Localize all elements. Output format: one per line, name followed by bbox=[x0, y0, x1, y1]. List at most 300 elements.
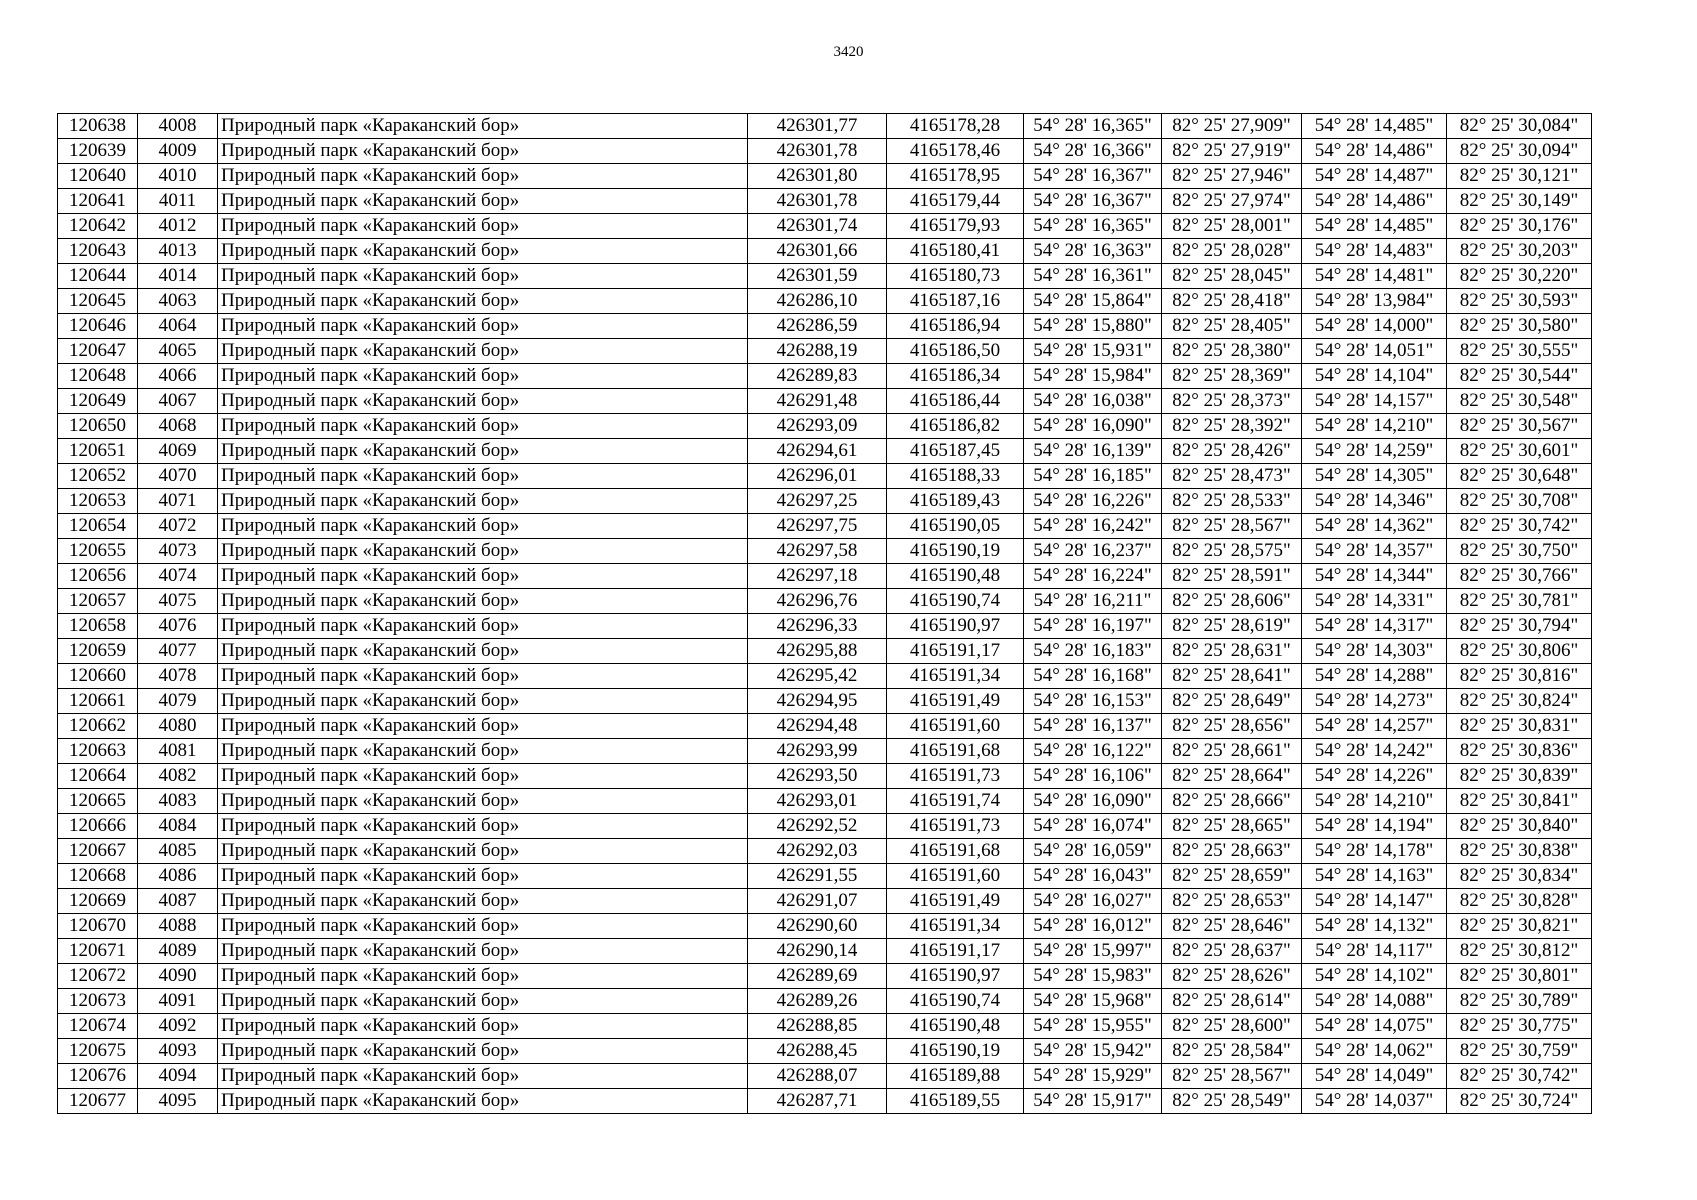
latitude-2-cell: 54° 28' 14,049" bbox=[1302, 1064, 1447, 1089]
point-number-cell: 4072 bbox=[138, 514, 218, 539]
table-row bbox=[58, 1064, 1592, 1089]
latitude-1-cell: 54° 28' 15,997" bbox=[1024, 939, 1162, 964]
x-coordinate-cell: 426301,78 bbox=[748, 139, 887, 164]
y-coordinate-cell: 4165189,55 bbox=[887, 1089, 1024, 1114]
point-number-cell: 4082 bbox=[138, 764, 218, 789]
y-coordinate-cell: 4165191,49 bbox=[887, 889, 1024, 914]
record-id-cell: 120658 bbox=[58, 614, 138, 639]
y-coordinate-cell: 4165187,16 bbox=[887, 289, 1024, 314]
latitude-2-cell: 54° 28' 14,226" bbox=[1302, 764, 1447, 789]
record-id-cell: 120641 bbox=[58, 189, 138, 214]
x-coordinate-cell: 426293,09 bbox=[748, 414, 887, 439]
point-number-cell: 4073 bbox=[138, 539, 218, 564]
y-coordinate-cell: 4165191,73 bbox=[887, 764, 1024, 789]
y-coordinate-cell: 4165190,97 bbox=[887, 964, 1024, 989]
latitude-1-cell: 54° 28' 16,363" bbox=[1024, 239, 1162, 264]
record-id-cell: 120644 bbox=[58, 264, 138, 289]
table-row bbox=[58, 839, 1592, 864]
longitude-1-cell: 82° 25' 28,533" bbox=[1162, 489, 1302, 514]
latitude-2-cell: 54° 28' 14,346" bbox=[1302, 489, 1447, 514]
longitude-1-cell: 82° 25' 28,600" bbox=[1162, 1014, 1302, 1039]
object-name-cell: Природный парк «Караканский бор» bbox=[218, 414, 748, 439]
point-number-cell: 4090 bbox=[138, 964, 218, 989]
longitude-2-cell: 82° 25' 30,548" bbox=[1447, 389, 1592, 414]
point-number-cell: 4087 bbox=[138, 889, 218, 914]
x-coordinate-cell: 426289,69 bbox=[748, 964, 887, 989]
y-coordinate-cell: 4165180,73 bbox=[887, 264, 1024, 289]
object-name-cell: Природный парк «Караканский бор» bbox=[218, 164, 748, 189]
longitude-2-cell: 82° 25' 30,828" bbox=[1447, 889, 1592, 914]
latitude-1-cell: 54° 28' 16,197" bbox=[1024, 614, 1162, 639]
longitude-2-cell: 82° 25' 30,708" bbox=[1447, 489, 1592, 514]
latitude-1-cell: 54° 28' 16,074" bbox=[1024, 814, 1162, 839]
point-number-cell: 4074 bbox=[138, 564, 218, 589]
latitude-2-cell: 54° 28' 14,481" bbox=[1302, 264, 1447, 289]
x-coordinate-cell: 426290,14 bbox=[748, 939, 887, 964]
x-coordinate-cell: 426301,74 bbox=[748, 214, 887, 239]
object-name-cell: Природный парк «Караканский бор» bbox=[218, 564, 748, 589]
y-coordinate-cell: 4165191,60 bbox=[887, 714, 1024, 739]
longitude-2-cell: 82° 25' 30,203" bbox=[1447, 239, 1592, 264]
record-id-cell: 120673 bbox=[58, 989, 138, 1014]
latitude-1-cell: 54° 28' 15,880" bbox=[1024, 314, 1162, 339]
object-name-cell: Природный парк «Караканский бор» bbox=[218, 114, 748, 139]
record-id-cell: 120671 bbox=[58, 939, 138, 964]
table-body bbox=[58, 114, 1592, 1114]
x-coordinate-cell: 426294,95 bbox=[748, 689, 887, 714]
y-coordinate-cell: 4165191,34 bbox=[887, 914, 1024, 939]
object-name-cell: Природный парк «Караканский бор» bbox=[218, 964, 748, 989]
longitude-1-cell: 82° 25' 28,606" bbox=[1162, 589, 1302, 614]
latitude-2-cell: 54° 28' 14,257" bbox=[1302, 714, 1447, 739]
table-row bbox=[58, 689, 1592, 714]
table-row bbox=[58, 964, 1592, 989]
latitude-2-cell: 54° 28' 14,163" bbox=[1302, 864, 1447, 889]
table-row bbox=[58, 764, 1592, 789]
latitude-1-cell: 54° 28' 16,211" bbox=[1024, 589, 1162, 614]
y-coordinate-cell: 4165179,44 bbox=[887, 189, 1024, 214]
point-number-cell: 4008 bbox=[138, 114, 218, 139]
latitude-2-cell: 54° 28' 14,357" bbox=[1302, 539, 1447, 564]
y-coordinate-cell: 4165178,46 bbox=[887, 139, 1024, 164]
latitude-2-cell: 54° 28' 14,273" bbox=[1302, 689, 1447, 714]
record-id-cell: 120647 bbox=[58, 339, 138, 364]
latitude-2-cell: 54° 28' 14,303" bbox=[1302, 639, 1447, 664]
y-coordinate-cell: 4165187,45 bbox=[887, 439, 1024, 464]
y-coordinate-cell: 4165188,33 bbox=[887, 464, 1024, 489]
longitude-1-cell: 82° 25' 27,946" bbox=[1162, 164, 1302, 189]
table-row bbox=[58, 314, 1592, 339]
longitude-1-cell: 82° 25' 28,575" bbox=[1162, 539, 1302, 564]
table-row bbox=[58, 439, 1592, 464]
point-number-cell: 4069 bbox=[138, 439, 218, 464]
point-number-cell: 4065 bbox=[138, 339, 218, 364]
object-name-cell: Природный парк «Караканский бор» bbox=[218, 639, 748, 664]
y-coordinate-cell: 4165186,44 bbox=[887, 389, 1024, 414]
longitude-2-cell: 82° 25' 30,836" bbox=[1447, 739, 1592, 764]
table-row bbox=[58, 864, 1592, 889]
longitude-1-cell: 82° 25' 28,405" bbox=[1162, 314, 1302, 339]
x-coordinate-cell: 426296,01 bbox=[748, 464, 887, 489]
x-coordinate-cell: 426296,33 bbox=[748, 614, 887, 639]
object-name-cell: Природный парк «Караканский бор» bbox=[218, 664, 748, 689]
y-coordinate-cell: 4165190,48 bbox=[887, 564, 1024, 589]
longitude-2-cell: 82° 25' 30,759" bbox=[1447, 1039, 1592, 1064]
latitude-2-cell: 54° 28' 14,132" bbox=[1302, 914, 1447, 939]
object-name-cell: Природный парк «Караканский бор» bbox=[218, 339, 748, 364]
y-coordinate-cell: 4165190,05 bbox=[887, 514, 1024, 539]
latitude-1-cell: 54° 28' 16,059" bbox=[1024, 839, 1162, 864]
longitude-1-cell: 82° 25' 28,392" bbox=[1162, 414, 1302, 439]
object-name-cell: Природный парк «Караканский бор» bbox=[218, 1039, 748, 1064]
table-row bbox=[58, 614, 1592, 639]
longitude-1-cell: 82° 25' 27,974" bbox=[1162, 189, 1302, 214]
latitude-1-cell: 54° 28' 16,224" bbox=[1024, 564, 1162, 589]
table-row bbox=[58, 339, 1592, 364]
latitude-1-cell: 54° 28' 16,168" bbox=[1024, 664, 1162, 689]
y-coordinate-cell: 4165190,74 bbox=[887, 589, 1024, 614]
record-id-cell: 120654 bbox=[58, 514, 138, 539]
latitude-1-cell: 54° 28' 16,237" bbox=[1024, 539, 1162, 564]
y-coordinate-cell: 4165180,41 bbox=[887, 239, 1024, 264]
longitude-2-cell: 82° 25' 30,544" bbox=[1447, 364, 1592, 389]
longitude-2-cell: 82° 25' 30,648" bbox=[1447, 464, 1592, 489]
point-number-cell: 4068 bbox=[138, 414, 218, 439]
longitude-1-cell: 82° 25' 27,909" bbox=[1162, 114, 1302, 139]
object-name-cell: Природный парк «Караканский бор» bbox=[218, 439, 748, 464]
object-name-cell: Природный парк «Караканский бор» bbox=[218, 314, 748, 339]
object-name-cell: Природный парк «Караканский бор» bbox=[218, 764, 748, 789]
longitude-1-cell: 82° 25' 28,665" bbox=[1162, 814, 1302, 839]
latitude-1-cell: 54° 28' 16,185" bbox=[1024, 464, 1162, 489]
x-coordinate-cell: 426293,50 bbox=[748, 764, 887, 789]
point-number-cell: 4063 bbox=[138, 289, 218, 314]
object-name-cell: Природный парк «Караканский бор» bbox=[218, 239, 748, 264]
table-row bbox=[58, 114, 1592, 139]
table-row bbox=[58, 514, 1592, 539]
record-id-cell: 120667 bbox=[58, 839, 138, 864]
latitude-1-cell: 54° 28' 16,153" bbox=[1024, 689, 1162, 714]
longitude-1-cell: 82° 25' 28,369" bbox=[1162, 364, 1302, 389]
x-coordinate-cell: 426288,19 bbox=[748, 339, 887, 364]
longitude-2-cell: 82° 25' 30,742" bbox=[1447, 514, 1592, 539]
table-row bbox=[58, 1014, 1592, 1039]
longitude-1-cell: 82° 25' 28,418" bbox=[1162, 289, 1302, 314]
y-coordinate-cell: 4165191,17 bbox=[887, 639, 1024, 664]
latitude-1-cell: 54° 28' 16,106" bbox=[1024, 764, 1162, 789]
point-number-cell: 4012 bbox=[138, 214, 218, 239]
record-id-cell: 120662 bbox=[58, 714, 138, 739]
longitude-1-cell: 82° 25' 28,001" bbox=[1162, 214, 1302, 239]
table-row bbox=[58, 239, 1592, 264]
point-number-cell: 4093 bbox=[138, 1039, 218, 1064]
latitude-2-cell: 54° 28' 14,362" bbox=[1302, 514, 1447, 539]
longitude-2-cell: 82° 25' 30,801" bbox=[1447, 964, 1592, 989]
latitude-1-cell: 54° 28' 16,226" bbox=[1024, 489, 1162, 514]
longitude-2-cell: 82° 25' 30,812" bbox=[1447, 939, 1592, 964]
latitude-2-cell: 54° 28' 14,088" bbox=[1302, 989, 1447, 1014]
longitude-2-cell: 82° 25' 30,775" bbox=[1447, 1014, 1592, 1039]
table-row bbox=[58, 564, 1592, 589]
y-coordinate-cell: 4165190,97 bbox=[887, 614, 1024, 639]
longitude-2-cell: 82° 25' 30,149" bbox=[1447, 189, 1592, 214]
latitude-2-cell: 54° 28' 14,178" bbox=[1302, 839, 1447, 864]
latitude-2-cell: 54° 28' 14,242" bbox=[1302, 739, 1447, 764]
record-id-cell: 120651 bbox=[58, 439, 138, 464]
y-coordinate-cell: 4165190,74 bbox=[887, 989, 1024, 1014]
x-coordinate-cell: 426287,71 bbox=[748, 1089, 887, 1114]
y-coordinate-cell: 4165191,68 bbox=[887, 739, 1024, 764]
point-number-cell: 4083 bbox=[138, 789, 218, 814]
longitude-2-cell: 82° 25' 30,766" bbox=[1447, 564, 1592, 589]
table-row bbox=[58, 414, 1592, 439]
longitude-2-cell: 82° 25' 30,555" bbox=[1447, 339, 1592, 364]
longitude-2-cell: 82° 25' 30,121" bbox=[1447, 164, 1592, 189]
x-coordinate-cell: 426301,78 bbox=[748, 189, 887, 214]
record-id-cell: 120676 bbox=[58, 1064, 138, 1089]
table-row bbox=[58, 789, 1592, 814]
latitude-1-cell: 54° 28' 16,090" bbox=[1024, 414, 1162, 439]
table-row bbox=[58, 639, 1592, 664]
coordinates-table bbox=[57, 113, 1592, 1114]
object-name-cell: Природный парк «Караканский бор» bbox=[218, 389, 748, 414]
point-number-cell: 4009 bbox=[138, 139, 218, 164]
latitude-1-cell: 54° 28' 16,367" bbox=[1024, 164, 1162, 189]
object-name-cell: Природный парк «Караканский бор» bbox=[218, 1014, 748, 1039]
longitude-1-cell: 82° 25' 28,646" bbox=[1162, 914, 1302, 939]
latitude-2-cell: 54° 28' 14,051" bbox=[1302, 339, 1447, 364]
table-row bbox=[58, 989, 1592, 1014]
table-row bbox=[58, 589, 1592, 614]
latitude-1-cell: 54° 28' 16,366" bbox=[1024, 139, 1162, 164]
object-name-cell: Природный парк «Караканский бор» bbox=[218, 689, 748, 714]
point-number-cell: 4010 bbox=[138, 164, 218, 189]
object-name-cell: Природный парк «Караканский бор» bbox=[218, 889, 748, 914]
point-number-cell: 4078 bbox=[138, 664, 218, 689]
x-coordinate-cell: 426294,61 bbox=[748, 439, 887, 464]
longitude-2-cell: 82° 25' 30,840" bbox=[1447, 814, 1592, 839]
record-id-cell: 120660 bbox=[58, 664, 138, 689]
latitude-2-cell: 54° 28' 14,486" bbox=[1302, 189, 1447, 214]
x-coordinate-cell: 426293,99 bbox=[748, 739, 887, 764]
record-id-cell: 120642 bbox=[58, 214, 138, 239]
longitude-1-cell: 82° 25' 28,584" bbox=[1162, 1039, 1302, 1064]
record-id-cell: 120663 bbox=[58, 739, 138, 764]
table-row bbox=[58, 264, 1592, 289]
latitude-2-cell: 54° 28' 14,157" bbox=[1302, 389, 1447, 414]
y-coordinate-cell: 4165186,82 bbox=[887, 414, 1024, 439]
latitude-2-cell: 54° 28' 13,984" bbox=[1302, 289, 1447, 314]
record-id-cell: 120652 bbox=[58, 464, 138, 489]
table-row bbox=[58, 539, 1592, 564]
x-coordinate-cell: 426292,52 bbox=[748, 814, 887, 839]
y-coordinate-cell: 4165190,19 bbox=[887, 1039, 1024, 1064]
table-row bbox=[58, 914, 1592, 939]
record-id-cell: 120645 bbox=[58, 289, 138, 314]
record-id-cell: 120646 bbox=[58, 314, 138, 339]
latitude-1-cell: 54° 28' 15,968" bbox=[1024, 989, 1162, 1014]
longitude-2-cell: 82° 25' 30,094" bbox=[1447, 139, 1592, 164]
longitude-1-cell: 82° 25' 28,591" bbox=[1162, 564, 1302, 589]
x-coordinate-cell: 426297,58 bbox=[748, 539, 887, 564]
record-id-cell: 120638 bbox=[58, 114, 138, 139]
record-id-cell: 120669 bbox=[58, 889, 138, 914]
point-number-cell: 4085 bbox=[138, 839, 218, 864]
longitude-1-cell: 82° 25' 28,549" bbox=[1162, 1089, 1302, 1114]
latitude-2-cell: 54° 28' 14,317" bbox=[1302, 614, 1447, 639]
y-coordinate-cell: 4165186,34 bbox=[887, 364, 1024, 389]
y-coordinate-cell: 4165178,28 bbox=[887, 114, 1024, 139]
latitude-2-cell: 54° 28' 14,210" bbox=[1302, 789, 1447, 814]
latitude-1-cell: 54° 28' 16,183" bbox=[1024, 639, 1162, 664]
table-row bbox=[58, 664, 1592, 689]
x-coordinate-cell: 426291,48 bbox=[748, 389, 887, 414]
record-id-cell: 120656 bbox=[58, 564, 138, 589]
object-name-cell: Природный парк «Караканский бор» bbox=[218, 364, 748, 389]
latitude-1-cell: 54° 28' 16,122" bbox=[1024, 739, 1162, 764]
longitude-2-cell: 82° 25' 30,824" bbox=[1447, 689, 1592, 714]
record-id-cell: 120665 bbox=[58, 789, 138, 814]
longitude-2-cell: 82° 25' 30,839" bbox=[1447, 764, 1592, 789]
point-number-cell: 4013 bbox=[138, 239, 218, 264]
latitude-1-cell: 54° 28' 15,931" bbox=[1024, 339, 1162, 364]
record-id-cell: 120672 bbox=[58, 964, 138, 989]
longitude-2-cell: 82° 25' 30,781" bbox=[1447, 589, 1592, 614]
longitude-1-cell: 82° 25' 28,666" bbox=[1162, 789, 1302, 814]
longitude-2-cell: 82° 25' 30,831" bbox=[1447, 714, 1592, 739]
longitude-2-cell: 82° 25' 30,841" bbox=[1447, 789, 1592, 814]
table-row bbox=[58, 939, 1592, 964]
latitude-2-cell: 54° 28' 14,487" bbox=[1302, 164, 1447, 189]
object-name-cell: Природный парк «Караканский бор» bbox=[218, 814, 748, 839]
object-name-cell: Природный парк «Караканский бор» bbox=[218, 264, 748, 289]
latitude-1-cell: 54° 28' 16,043" bbox=[1024, 864, 1162, 889]
point-number-cell: 4071 bbox=[138, 489, 218, 514]
latitude-1-cell: 54° 28' 16,027" bbox=[1024, 889, 1162, 914]
record-id-cell: 120670 bbox=[58, 914, 138, 939]
longitude-1-cell: 82° 25' 28,661" bbox=[1162, 739, 1302, 764]
object-name-cell: Природный парк «Караканский бор» bbox=[218, 589, 748, 614]
object-name-cell: Природный парк «Караканский бор» bbox=[218, 539, 748, 564]
x-coordinate-cell: 426288,85 bbox=[748, 1014, 887, 1039]
point-number-cell: 4089 bbox=[138, 939, 218, 964]
object-name-cell: Природный парк «Караканский бор» bbox=[218, 989, 748, 1014]
point-number-cell: 4080 bbox=[138, 714, 218, 739]
table-row bbox=[58, 489, 1592, 514]
record-id-cell: 120674 bbox=[58, 1014, 138, 1039]
x-coordinate-cell: 426288,45 bbox=[748, 1039, 887, 1064]
object-name-cell: Природный парк «Караканский бор» bbox=[218, 914, 748, 939]
x-coordinate-cell: 426301,80 bbox=[748, 164, 887, 189]
longitude-2-cell: 82° 25' 30,742" bbox=[1447, 1064, 1592, 1089]
latitude-2-cell: 54° 28' 14,062" bbox=[1302, 1039, 1447, 1064]
x-coordinate-cell: 426295,88 bbox=[748, 639, 887, 664]
x-coordinate-cell: 426293,01 bbox=[748, 789, 887, 814]
longitude-1-cell: 82° 25' 28,626" bbox=[1162, 964, 1302, 989]
object-name-cell: Природный парк «Караканский бор» bbox=[218, 939, 748, 964]
longitude-1-cell: 82° 25' 28,664" bbox=[1162, 764, 1302, 789]
longitude-2-cell: 82° 25' 30,176" bbox=[1447, 214, 1592, 239]
point-number-cell: 4070 bbox=[138, 464, 218, 489]
longitude-1-cell: 82° 25' 28,045" bbox=[1162, 264, 1302, 289]
page-number: 3420 bbox=[833, 44, 864, 60]
record-id-cell: 120648 bbox=[58, 364, 138, 389]
latitude-1-cell: 54° 28' 15,983" bbox=[1024, 964, 1162, 989]
point-number-cell: 4076 bbox=[138, 614, 218, 639]
longitude-1-cell: 82° 25' 28,380" bbox=[1162, 339, 1302, 364]
latitude-2-cell: 54° 28' 14,075" bbox=[1302, 1014, 1447, 1039]
y-coordinate-cell: 4165191,68 bbox=[887, 839, 1024, 864]
x-coordinate-cell: 426288,07 bbox=[748, 1064, 887, 1089]
longitude-1-cell: 82° 25' 28,653" bbox=[1162, 889, 1302, 914]
latitude-2-cell: 54° 28' 14,037" bbox=[1302, 1089, 1447, 1114]
x-coordinate-cell: 426295,42 bbox=[748, 664, 887, 689]
point-number-cell: 4095 bbox=[138, 1089, 218, 1114]
longitude-1-cell: 82° 25' 28,619" bbox=[1162, 614, 1302, 639]
record-id-cell: 120661 bbox=[58, 689, 138, 714]
point-number-cell: 4064 bbox=[138, 314, 218, 339]
longitude-2-cell: 82° 25' 30,593" bbox=[1447, 289, 1592, 314]
longitude-2-cell: 82° 25' 30,834" bbox=[1447, 864, 1592, 889]
longitude-1-cell: 82° 25' 28,373" bbox=[1162, 389, 1302, 414]
latitude-1-cell: 54° 28' 15,864" bbox=[1024, 289, 1162, 314]
point-number-cell: 4084 bbox=[138, 814, 218, 839]
x-coordinate-cell: 426290,60 bbox=[748, 914, 887, 939]
record-id-cell: 120655 bbox=[58, 539, 138, 564]
table-row bbox=[58, 814, 1592, 839]
object-name-cell: Природный парк «Караканский бор» bbox=[218, 514, 748, 539]
longitude-2-cell: 82° 25' 30,220" bbox=[1447, 264, 1592, 289]
latitude-2-cell: 54° 28' 14,102" bbox=[1302, 964, 1447, 989]
object-name-cell: Природный парк «Караканский бор» bbox=[218, 614, 748, 639]
table-row bbox=[58, 214, 1592, 239]
table-row bbox=[58, 464, 1592, 489]
latitude-2-cell: 54° 28' 14,486" bbox=[1302, 139, 1447, 164]
y-coordinate-cell: 4165191,49 bbox=[887, 689, 1024, 714]
latitude-2-cell: 54° 28' 14,485" bbox=[1302, 114, 1447, 139]
latitude-1-cell: 54° 28' 16,242" bbox=[1024, 514, 1162, 539]
longitude-2-cell: 82° 25' 30,794" bbox=[1447, 614, 1592, 639]
longitude-1-cell: 82° 25' 28,614" bbox=[1162, 989, 1302, 1014]
object-name-cell: Природный парк «Караканский бор» bbox=[218, 489, 748, 514]
longitude-2-cell: 82° 25' 30,821" bbox=[1447, 914, 1592, 939]
longitude-2-cell: 82° 25' 30,580" bbox=[1447, 314, 1592, 339]
point-number-cell: 4075 bbox=[138, 589, 218, 614]
x-coordinate-cell: 426301,77 bbox=[748, 114, 887, 139]
x-coordinate-cell: 426297,18 bbox=[748, 564, 887, 589]
longitude-2-cell: 82° 25' 30,567" bbox=[1447, 414, 1592, 439]
object-name-cell: Природный парк «Караканский бор» bbox=[218, 1089, 748, 1114]
latitude-2-cell: 54° 28' 14,259" bbox=[1302, 439, 1447, 464]
longitude-1-cell: 82° 25' 28,567" bbox=[1162, 1064, 1302, 1089]
y-coordinate-cell: 4165186,50 bbox=[887, 339, 1024, 364]
record-id-cell: 120639 bbox=[58, 139, 138, 164]
point-number-cell: 4091 bbox=[138, 989, 218, 1014]
latitude-2-cell: 54° 28' 14,147" bbox=[1302, 889, 1447, 914]
record-id-cell: 120668 bbox=[58, 864, 138, 889]
y-coordinate-cell: 4165191,17 bbox=[887, 939, 1024, 964]
longitude-1-cell: 82° 25' 28,028" bbox=[1162, 239, 1302, 264]
latitude-2-cell: 54° 28' 14,331" bbox=[1302, 589, 1447, 614]
point-number-cell: 4079 bbox=[138, 689, 218, 714]
latitude-2-cell: 54° 28' 14,117" bbox=[1302, 939, 1447, 964]
x-coordinate-cell: 426292,03 bbox=[748, 839, 887, 864]
record-id-cell: 120666 bbox=[58, 814, 138, 839]
object-name-cell: Природный парк «Караканский бор» bbox=[218, 864, 748, 889]
table-row bbox=[58, 1089, 1592, 1114]
table-row bbox=[58, 189, 1592, 214]
latitude-1-cell: 54° 28' 15,984" bbox=[1024, 364, 1162, 389]
